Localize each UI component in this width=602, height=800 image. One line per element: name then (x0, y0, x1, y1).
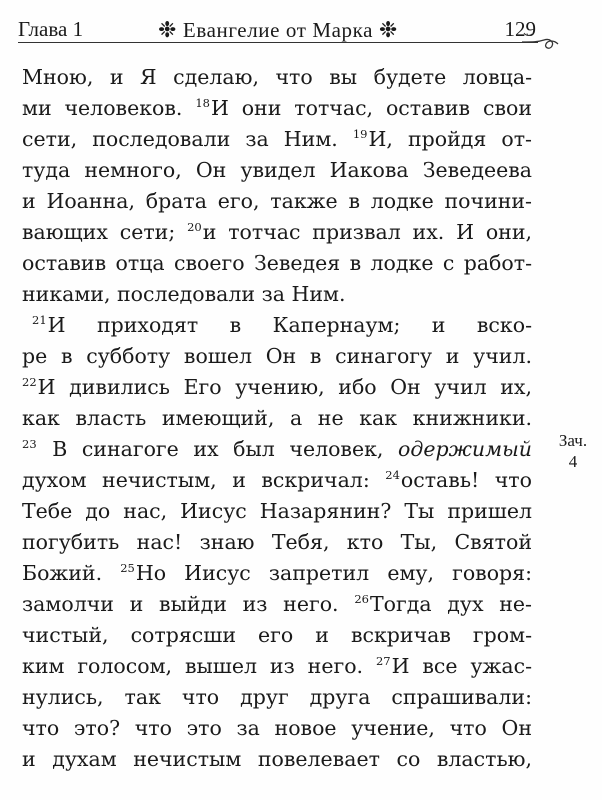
text-segment: и тотчас призвал их. И они, (202, 220, 533, 244)
text-segment: как власть имеющий, а не как книжники. (22, 406, 532, 430)
asterism-left-icon: ❉ (158, 17, 178, 42)
text-line (22, 279, 532, 310)
text-line (22, 589, 532, 620)
italic-word: одержимый (398, 437, 532, 461)
text-segment: погубить нас! знаю Тебя, кто Ты, Святой (22, 530, 532, 554)
text-line (22, 186, 532, 217)
text-segment: замолчи и выйди из него. (22, 592, 355, 616)
text-segment: туда немного, Он увидел Иакова Зеведеева (22, 158, 532, 182)
text-line (22, 527, 532, 558)
verse-number: 23 (22, 437, 37, 451)
text-segment: ким голосом, вышел из него. (22, 654, 376, 678)
reading-marker-number: 4 (568, 452, 578, 471)
text-segment: Но Иисус запретил ему, говоря: (135, 561, 533, 585)
text-segment: чистый, сотрясши его и вскричав гром- (22, 623, 532, 647)
text-line (22, 372, 532, 403)
reading-marker-label: Зач. (558, 431, 588, 450)
text-segment: сети, последовали за Ним. (22, 127, 353, 151)
text-segment: никами, последовали за Ним. (22, 282, 346, 306)
text-segment: И, пройдя от- (368, 127, 532, 151)
text-line (22, 62, 532, 93)
verse-number: 26 (354, 592, 369, 606)
text-segment: ре в субботу вошел Он в синагогу и учил. (22, 344, 532, 368)
header-rule (18, 42, 538, 43)
verse-number: 22 (22, 375, 37, 389)
verse-number: 20 (187, 220, 202, 234)
text-segment: И все ужас- (391, 654, 532, 678)
scripture-text (22, 62, 532, 775)
text-segment: И дивились Его учению, ибо Он учил их, (37, 375, 532, 399)
text-segment: И они тотчас, оставив свои (210, 96, 532, 120)
text-segment: оставь! что (400, 468, 532, 492)
verse-number: 24 (385, 468, 400, 482)
verse-number: 18 (195, 96, 210, 110)
book-title-group (158, 17, 398, 43)
reading-marker (548, 430, 598, 472)
text-segment: и духам нечистым повелевает со властью, (22, 747, 532, 771)
text-line (22, 403, 532, 434)
text-line (22, 744, 532, 775)
text-segment: что это? что это за новое учение, что Он (22, 716, 532, 740)
page-number: 129 (504, 17, 536, 41)
text-segment: Тогда дух не- (369, 592, 532, 616)
text-line (22, 155, 532, 186)
text-segment: Тебе до нас, Иисус Назарянин? Ты пришел (22, 499, 532, 523)
text-line (22, 651, 532, 682)
text-line (22, 434, 532, 465)
verse-number: 19 (352, 127, 368, 141)
text-segment: оставив отца своего Зеведея в лодке с работ- (22, 251, 532, 275)
book-title: Евангелие от Марка (182, 18, 374, 42)
text-segment: ми человеков. (22, 96, 196, 120)
verse-number: 25 (120, 561, 135, 575)
text-line (22, 341, 532, 372)
text-segment: И приходят в Капернаум; и вско- (47, 313, 532, 337)
text-segment: вающих сети; (22, 220, 188, 244)
text-line (22, 620, 532, 651)
text-line (22, 558, 532, 589)
text-line (22, 124, 532, 155)
text-segment: В синагоге их был человек, (37, 437, 398, 461)
text-line (22, 248, 532, 279)
text-line (22, 93, 532, 124)
text-line (22, 682, 532, 713)
chapter-label: Глава 1 (18, 17, 84, 41)
text-line (22, 496, 532, 527)
text-segment: Мною, и Я сделаю, что вы будете ловца- (22, 65, 532, 89)
text-line (22, 310, 532, 341)
text-segment: Божий. (22, 561, 121, 585)
text-segment: и Иоанна, брата его, также в лодке почини- (22, 189, 532, 213)
text-segment: духом нечистым, и вскричал: (22, 468, 386, 492)
flourish-ornament-icon (520, 30, 560, 56)
text-segment: нулись, так что друг друга спрашивали: (22, 685, 532, 709)
asterism-right-icon: ❉ (378, 17, 398, 42)
verse-number: 21 (32, 313, 47, 327)
text-line (22, 217, 532, 248)
text-line (22, 465, 532, 496)
verse-number: 27 (375, 654, 391, 668)
text-line (22, 713, 532, 744)
